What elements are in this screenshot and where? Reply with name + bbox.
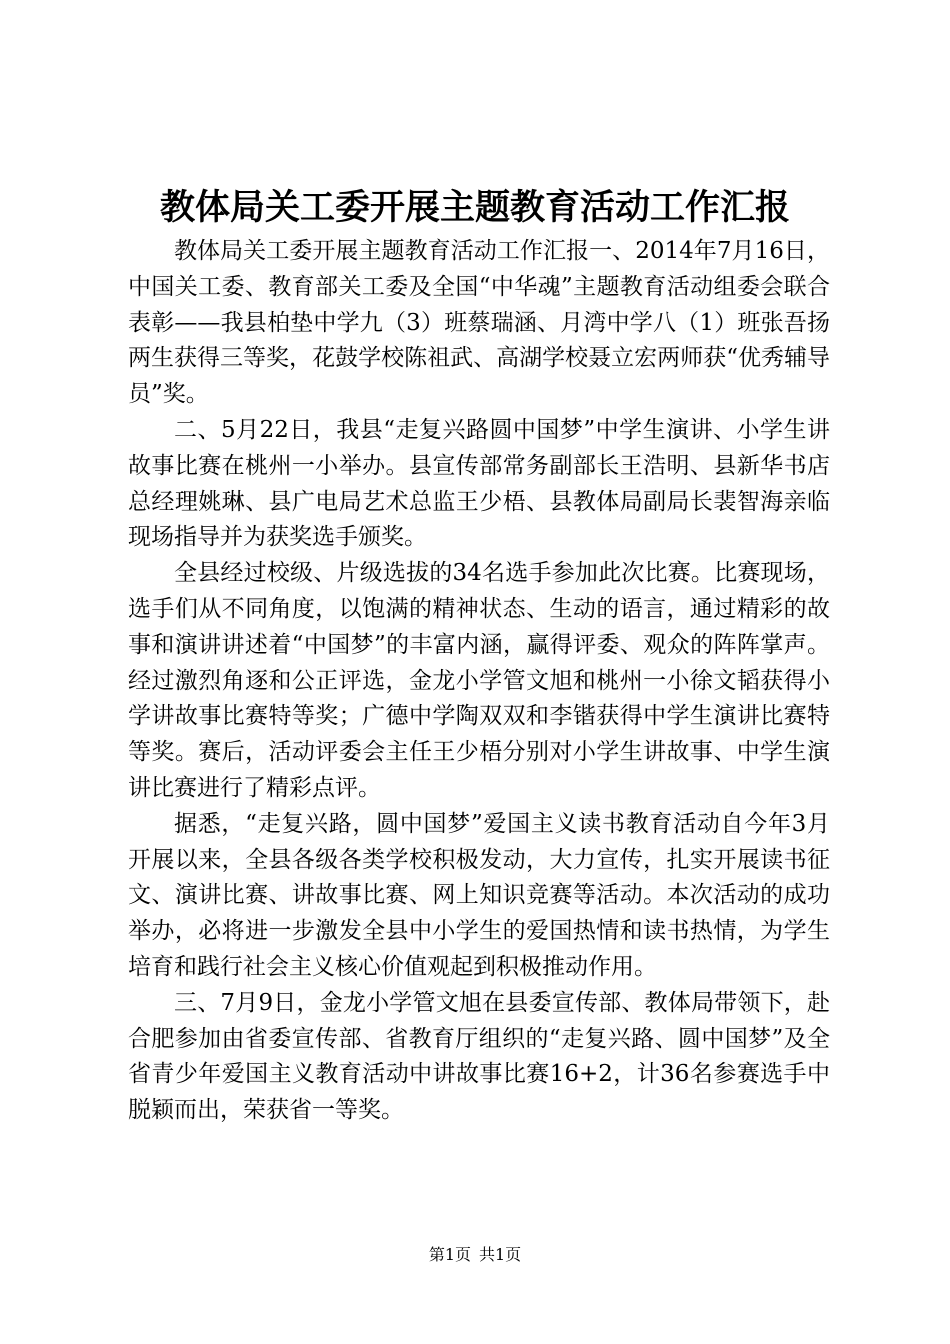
page-number-total: 共1页: [479, 1245, 522, 1264]
paragraph-3: 全县经过校级、片级选拔的34名选手参加此次比赛。比赛现场，选手们从不同角度，以饱满的精神状态、生动的语言，通过精彩的故事和演讲讲述着“中国梦”的丰富内涵，赢得评委、观众的阵阵掌声。经过激烈角逐和公正评选，金龙小学管文旭和桃州一小徐文韬获得小学讲故事比赛特等奖；广德中学陶双双和李锴获得中学生演讲比赛特等奖。赛后，活动评委会主任王少梧分别对小学生讲故事、中学生演讲比赛进行了精彩点评。: [128, 560, 830, 801]
paragraph-5: 三、7月9日，金龙小学管文旭在县委宣传部、教体局带领下，赴合肥参加由省委宣传部、省教育厅组织的“走复兴路、圆中国梦”及全省青少年爱国主义教育活动中讲故事比赛16+2，计36名参赛选手中脱颖而出，荣获省一等奖。: [128, 989, 830, 1124]
document-title: 教体局关工委开展主题教育活动工作汇报: [159, 187, 790, 228]
page-number-current: 第1页: [428, 1245, 471, 1264]
document-body: [128, 234, 830, 1129]
page-footer: [0, 1243, 950, 1267]
paragraph-1: 教体局关工委开展主题教育活动工作汇报一、2014年7月16日，中国关工委、教育部关工委及全国“中华魂”主题教育活动组委会联合表彰——我县柏垫中学九（3）班蔡瑞涵、月湾中学八（1）班张吾扬两生获得三等奖，花鼓学校陈祖武、高湖学校聂立宏两师获“优秀辅导员”奖。: [128, 238, 830, 408]
paragraph-2: 二、5月22日，我县“走复兴路圆中国梦”中学生演讲、小学生讲故事比赛在桃州一小举办。县宣传部常务副部长王浩明、县新华书店总经理姚琳、县广电局艺术总监王少梧、县教体局副局长裴智海亲临现场指导并为获奖选手颁奖。: [128, 416, 830, 551]
paragraph-4: 据悉，“走复兴路，圆中国梦”爱国主义读书教育活动自今年3月开展以来，全县各级各类学校积极发动，大力宣传，扎实开展读书征文、演讲比赛、讲故事比赛、网上知识竞赛等活动。本次活动的成功举办，必将进一步激发全县中小学生的爱国热情和读书热情，为学生培育和践行社会主义核心价值观起到积极推动作用。: [128, 810, 830, 980]
